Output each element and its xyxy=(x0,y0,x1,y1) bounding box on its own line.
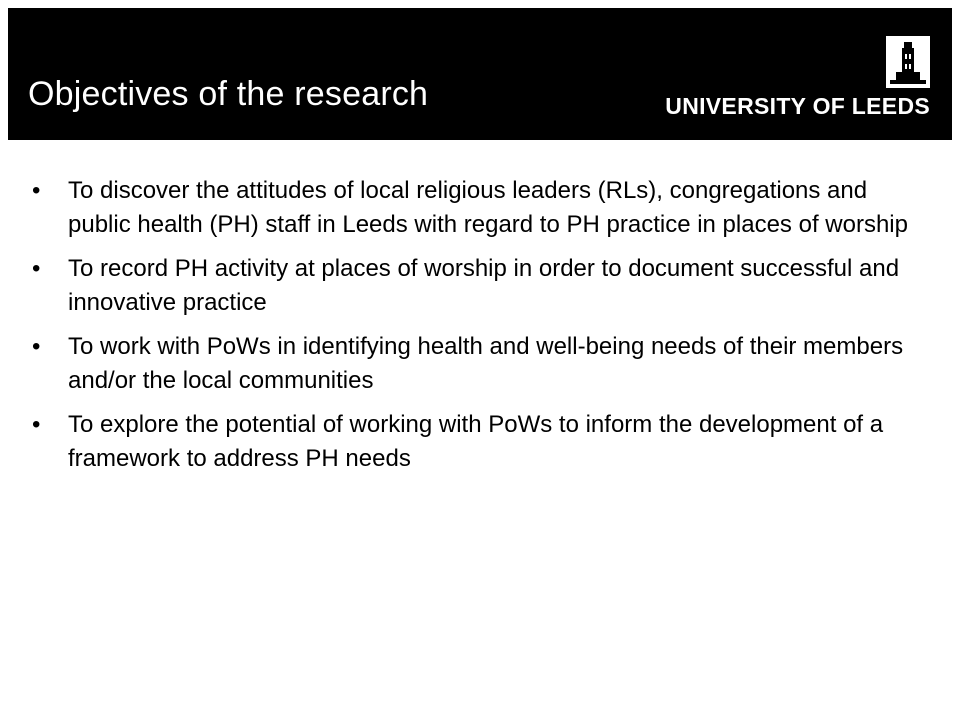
bullet-icon: • xyxy=(32,255,41,282)
objective-text: To work with PoWs in identifying health and well-being needs of their members and/or the local communities xyxy=(68,333,904,394)
objective-item xyxy=(30,174,930,242)
objective-text: To explore the potential of working with PoWs to inform the development of a framework to address PH needs xyxy=(68,411,884,472)
objective-text: To record PH activity at places of worship in order to document successful and innovative practice xyxy=(68,255,900,316)
objective-text: To discover the attitudes of local religious leaders (RLs), congregations and public health (PH) staff in Leeds with regard to PH practice in places of worship xyxy=(68,177,908,238)
bullet-icon: • xyxy=(32,177,41,204)
university-logo xyxy=(665,36,930,126)
bullet-icon: • xyxy=(32,411,41,438)
university-tower-crest-icon xyxy=(886,36,930,88)
bullet-icon: • xyxy=(32,333,41,360)
slide-title: Objectives of the research xyxy=(28,75,429,113)
objective-item xyxy=(30,408,930,476)
objective-item xyxy=(30,330,930,398)
objectives-list xyxy=(30,174,930,486)
objective-item xyxy=(30,252,930,320)
university-wordmark: UNIVERSITY OF LEEDS xyxy=(665,93,930,119)
